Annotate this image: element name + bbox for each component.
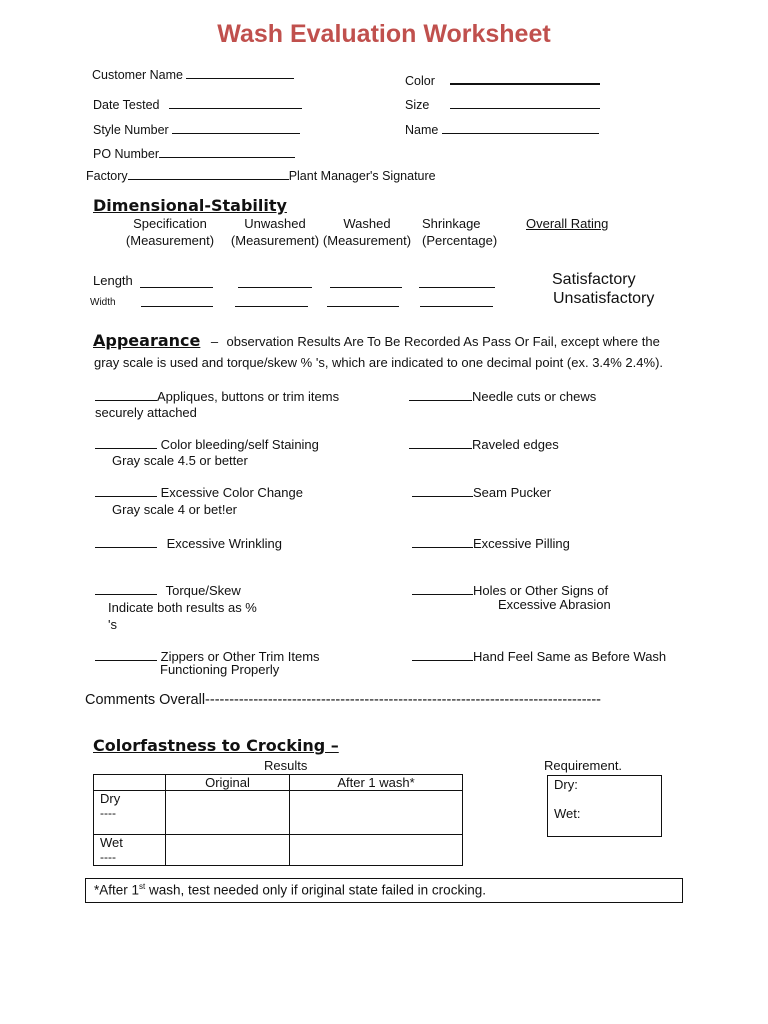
appearance-item-seam-pucker[interactable] (412, 484, 551, 500)
row-dash: ---- (100, 850, 116, 864)
appearance-item-appliques[interactable] (95, 388, 339, 404)
appearance-intro (93, 331, 660, 351)
row-label: Wet (100, 835, 123, 850)
width-specification-blank[interactable] (141, 306, 213, 307)
pass-fail-blank[interactable] (95, 535, 157, 548)
factory-label: Factory (86, 169, 128, 183)
page-title: Wash Evaluation Worksheet (217, 20, 551, 48)
row-label: Dry (100, 791, 121, 806)
crocking-footnote (85, 878, 683, 903)
style-number-label: Style Number (93, 123, 169, 137)
name-blank[interactable] (442, 121, 599, 134)
column-header-line1: Washed (343, 216, 391, 231)
table-row (94, 835, 463, 866)
wet-original-cell[interactable] (166, 835, 290, 866)
plant-manager-signature-label: Plant Manager's Signature (288, 169, 436, 183)
column-header-shrinkage (422, 216, 497, 248)
item-label: Holes or Other Signs of (473, 583, 609, 598)
table-header-row (94, 775, 463, 791)
item-sublabel: Gray scale 4 or bet!er (112, 502, 237, 517)
length-unwashed-blank[interactable] (238, 287, 312, 288)
item-label: Hand Feel Same as Before Wash (473, 649, 667, 664)
item-label: Color bleeding/self Staining (160, 437, 319, 452)
appearance-intro-line2: gray scale is used and torque/skew % 's, which are indicated to one decimal point (ex. 3.4% 2.4%). (94, 355, 664, 370)
column-header-line1: Shrinkage (422, 216, 481, 231)
item-label: Excessive Color Change (160, 485, 303, 500)
appearance-intro-line1: observation Results Are To Be Recorded As Pass Or Fail, except where the (226, 334, 660, 349)
dimensional-stability-heading: Dimensional-Stability (93, 196, 287, 215)
overall-rating-header: Overall Rating (526, 216, 609, 231)
item-label: Excessive Pilling (473, 536, 570, 551)
item-label: Appliques, buttons or trim items (157, 389, 340, 404)
rating-satisfactory[interactable]: Satisfactory (552, 271, 636, 288)
row-dash: ---- (100, 806, 116, 820)
item-label: Needle cuts or chews (472, 389, 597, 404)
style-number-field[interactable] (93, 121, 300, 137)
footnote-post: wash, test needed only if original state failed in crocking. (145, 882, 486, 898)
appearance-item-wrinkling[interactable] (95, 535, 282, 551)
appearance-heading: Appearance (93, 331, 201, 350)
requirement-box (547, 775, 662, 837)
width-shrinkage-blank[interactable] (420, 306, 493, 307)
item-sublabel: Gray scale 4.5 or better (112, 453, 248, 468)
pass-fail-blank[interactable] (412, 648, 473, 661)
column-header-unwashed (230, 216, 320, 248)
column-header-line1: Specification (133, 216, 207, 231)
table-row (94, 791, 463, 835)
requirement-label: Requirement. (544, 758, 623, 773)
date-tested-field[interactable] (93, 96, 302, 112)
row-label-cell (94, 791, 166, 835)
requirement-wet: Wet: (554, 806, 581, 821)
size-label: Size (405, 98, 430, 112)
name-label: Name (405, 123, 439, 137)
item-sublabel-2: 's (108, 617, 117, 632)
table-header-cell: After 1 wash* (290, 775, 463, 791)
length-shrinkage-blank[interactable] (419, 287, 495, 288)
pass-fail-blank[interactable] (412, 484, 473, 497)
pass-fail-blank[interactable] (95, 582, 157, 595)
comments-overall[interactable]: Comments Overall---------------------------------------------------------------------------------- (85, 692, 602, 708)
pass-fail-blank[interactable] (95, 436, 157, 449)
column-header-line2: (Measurement) (230, 233, 320, 248)
column-header-line1: Unwashed (244, 216, 306, 231)
po-number-blank[interactable] (159, 145, 295, 158)
pass-fail-blank[interactable] (95, 648, 157, 661)
column-header-line2: (Measurement) (125, 233, 215, 248)
style-number-blank[interactable] (172, 121, 300, 134)
width-unwashed-blank[interactable] (235, 306, 308, 307)
appearance-item-holes[interactable] (412, 582, 608, 598)
appearance-item-color-bleeding[interactable] (95, 436, 319, 452)
date-tested-blank[interactable] (169, 96, 302, 109)
customer-name-label: Customer Name (92, 68, 183, 82)
item-label: Seam Pucker (473, 485, 552, 500)
appearance-item-needle-cuts[interactable] (409, 388, 596, 404)
item-sublabel: Excessive Abrasion (498, 597, 611, 612)
factory-blank[interactable] (128, 167, 289, 180)
size-field[interactable] (405, 96, 600, 112)
crocking-results-table (93, 774, 463, 866)
column-header-specification (125, 216, 215, 248)
wet-after-wash-cell[interactable] (290, 835, 463, 866)
results-label: Results (264, 758, 308, 773)
appearance-item-torque-skew[interactable] (95, 582, 241, 598)
appearance-dash: – (210, 334, 219, 349)
color-label: Color (405, 74, 435, 88)
item-label: Raveled edges (472, 437, 559, 452)
dry-after-wash-cell[interactable] (290, 791, 463, 835)
pass-fail-blank[interactable] (412, 582, 473, 595)
column-header-washed (322, 216, 412, 248)
row-label-cell (94, 835, 166, 866)
length-washed-blank[interactable] (330, 287, 402, 288)
item-sublabel: securely attached (95, 405, 197, 420)
pass-fail-blank[interactable] (412, 535, 473, 548)
pass-fail-blank[interactable] (409, 388, 472, 401)
length-specification-blank[interactable] (140, 287, 213, 288)
footnote-text (94, 882, 486, 898)
rating-unsatisfactory[interactable]: Unsatisfactory (553, 290, 655, 307)
date-tested-label: Date Tested (93, 98, 160, 112)
name-field[interactable] (405, 121, 599, 137)
size-blank[interactable] (450, 96, 600, 109)
item-label: Torque/Skew (165, 583, 241, 598)
color-field[interactable] (405, 71, 600, 88)
table-header-cell (94, 775, 166, 791)
factory-field[interactable] (86, 167, 436, 183)
appearance-item-raveled-edges[interactable] (409, 436, 559, 452)
footnote-pre: *After 1 (94, 882, 140, 898)
width-row-label: Width (90, 297, 116, 308)
table-header-cell: Original (166, 775, 290, 791)
pass-fail-blank[interactable] (95, 388, 157, 401)
footnote-superscript: st (139, 882, 146, 891)
length-row-label: Length (93, 273, 133, 288)
item-sublabel: Functioning Properly (160, 662, 280, 677)
customer-name-field[interactable] (92, 66, 294, 82)
appearance-item-hand-feel[interactable] (412, 648, 666, 664)
pass-fail-blank[interactable] (409, 436, 472, 449)
column-header-line2: (Percentage) (422, 233, 498, 248)
item-label: Excessive Wrinkling (166, 536, 282, 551)
customer-name-blank[interactable] (186, 66, 294, 79)
pass-fail-blank[interactable] (95, 484, 157, 497)
appearance-item-pilling[interactable] (412, 535, 570, 551)
po-number-label: PO Number (93, 147, 159, 161)
appearance-item-color-change[interactable] (95, 484, 303, 500)
crocking-heading: Colorfastness to Crocking – (93, 736, 339, 755)
dry-original-cell[interactable] (166, 791, 290, 835)
item-sublabel: Indicate both results as % (108, 600, 257, 615)
width-washed-blank[interactable] (327, 306, 399, 307)
color-blank[interactable] (450, 71, 600, 85)
item-label: Zippers or Other Trim Items (160, 649, 320, 664)
requirement-dry: Dry: (554, 777, 578, 792)
po-number-field[interactable] (93, 145, 295, 161)
column-header-line2: (Measurement) (322, 233, 412, 248)
